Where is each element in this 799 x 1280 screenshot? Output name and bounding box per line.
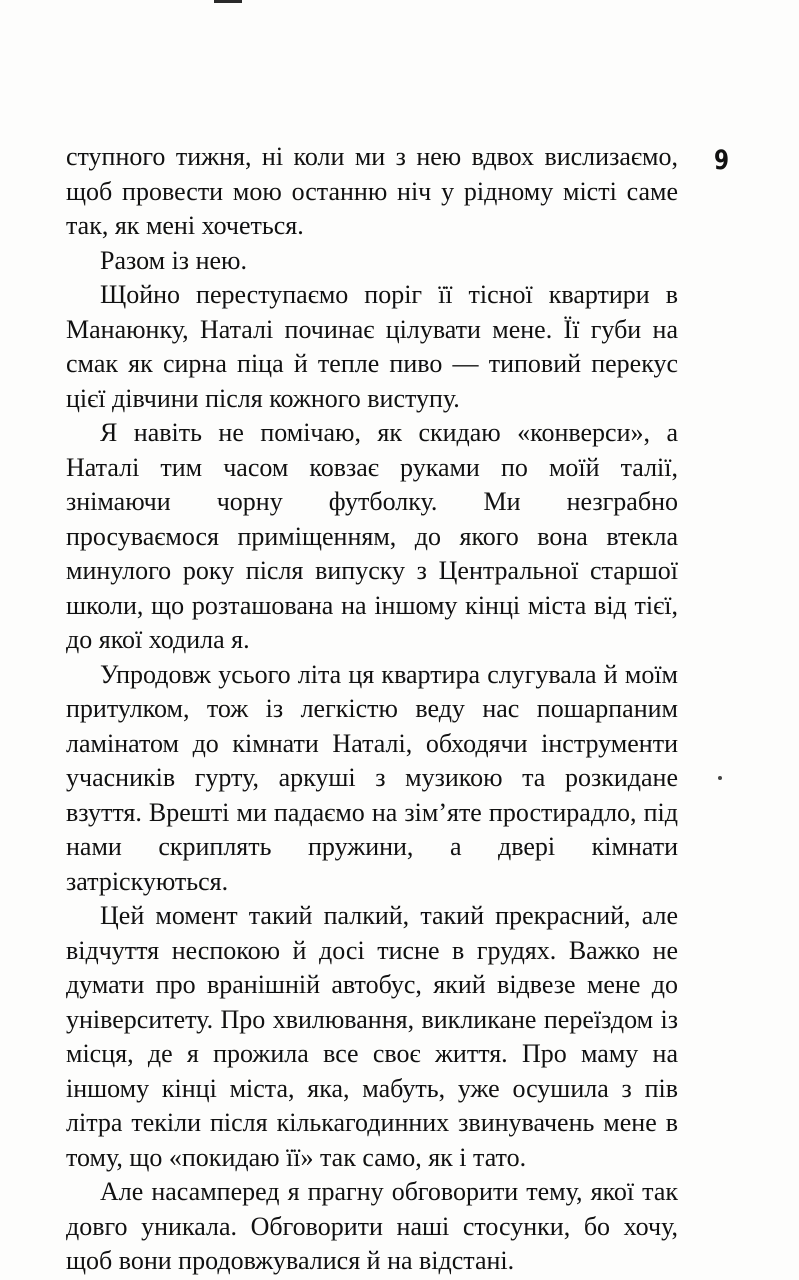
page-number: 9: [714, 145, 730, 176]
paragraph-2: Разом із нею.: [100, 245, 247, 275]
body-text: [66, 140, 678, 1279]
print-speck: [718, 776, 722, 780]
paragraph-7: Але насамперед я прагну обговорити тему, якої так довго уникала. Обговорити наші стосунки, бо хочу, щоб вони продовжувалися й на відстані.: [66, 1177, 678, 1275]
paragraph-3: Щойно переступаємо поріг її тісної квартири в Манаюнку, Наталі починає цілувати мене. Її губи на смак як сирна піца й тепле пиво — типовий перекус цієї дівчини після кожного виступу.: [66, 280, 678, 413]
top-edge-mark: [214, 0, 242, 3]
paragraph-1: ступного тижня, ні коли ми з нею вдвох вислизаємо, щоб провести мою останню ніч у рідному місті саме так, як мені хочеться.: [66, 142, 678, 240]
paragraph-4: Я навіть не помічаю, як скидаю «конверси», а Наталі тим часом ковзає руками по моїй талії, знімаючи чорну футболку. Ми незграбно просуваємося приміщенням, до якого вона втекла минулого року після випуску з Центральної старшої школи, що розташована на іншому кінці міста від тієї, до якої ходила я.: [66, 418, 678, 654]
paragraph-5: Упродовж усього літа ця квартира слугувала й моїм притулком, тож із легкістю веду нас пошарпаним ламінатом до кімнати Наталі, обходячи інструменти учасників гурту, аркуші з музикою та розкидане взуття. Врешті ми падаємо на зім’яте простирадло, під нами скриплять пружини, а двері кімнати затріскуються.: [66, 659, 678, 896]
paragraph-6: Цей момент такий палкий, такий прекрасний, але відчуття неспокою й досі тисне в грудях. Важко не думати про вранішній автобус, який відвезе мене до університету. Про хвилювання, викликане переїздом із місця, де я прожила все своє життя. Про маму на іншому кінці міста, яка, мабуть, уже осушила з пів літра текіли після кількагодинних звинувачень мене в тому, що «покидаю її» так само, як і тато.: [66, 901, 678, 1172]
